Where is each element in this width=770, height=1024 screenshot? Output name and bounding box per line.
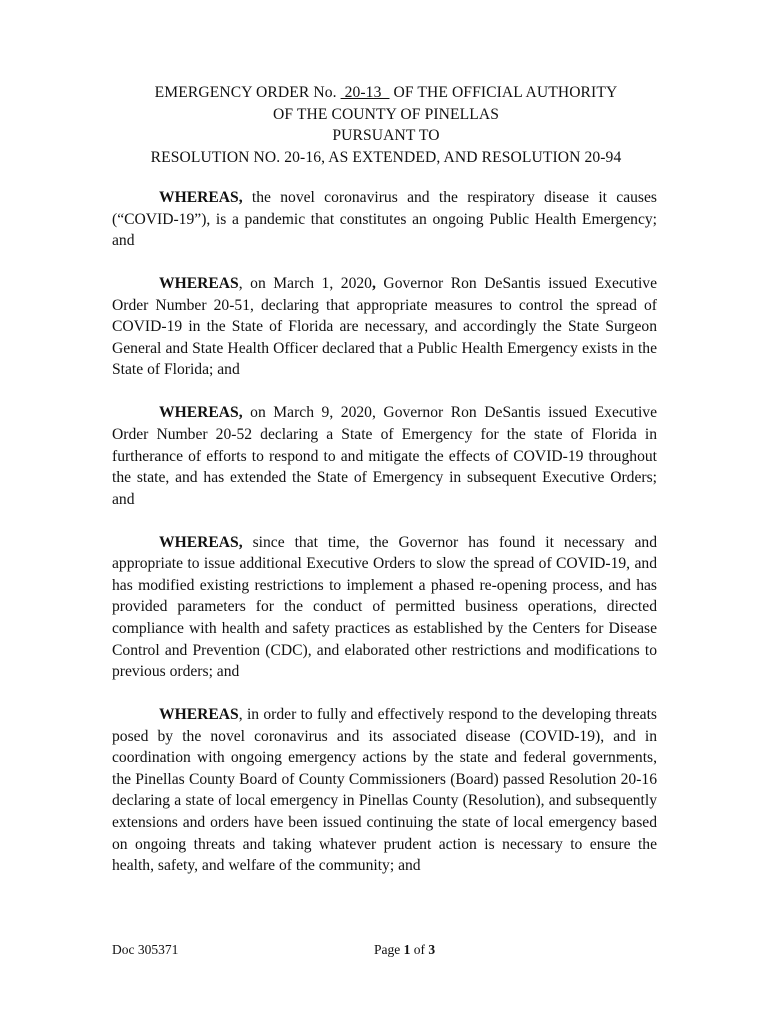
order-number: 20-13 — [340, 84, 390, 101]
page-footer — [112, 942, 657, 962]
order-heading — [112, 82, 660, 168]
document-id: Doc 305371 — [112, 942, 179, 957]
whereas-paragraph-2 — [112, 273, 657, 381]
heading-line-1-suffix: OF THE OFFICIAL AUTHORITY — [389, 84, 618, 101]
whereas-lead: WHEREAS, — [159, 533, 243, 551]
paragraph-text: , in order to fully and effectively respond to the developing threats posed by the novel coronavirus and its associated disease (COVID-19), and in coordination with ongoing emergency actions by the state and federal governments, the Pinellas County Board of County Commissioners (Board) passed Resolution 20-16 declaring a state of local emergency in Pinellas County (Resolution), and subsequently extensions and orders have been issued continuing the state of local emergency based on ongoing threats and taking whatever prudent action is necessary to ensure the health, safety, and welfare of the community; and — [112, 706, 657, 875]
order-body — [112, 187, 657, 898]
whereas-lead: WHEREAS — [159, 706, 239, 724]
paragraph-text: the novel coronavirus and the respiratory disease it causes (“COVID-19”), is a pandemic that constitutes an ongoing Public Health Emergency; and — [112, 189, 657, 250]
whereas-paragraph-1 — [112, 187, 657, 252]
page-label: Page — [374, 942, 404, 957]
page-current: 1 — [403, 942, 411, 957]
page-number — [374, 942, 435, 958]
heading-line-3: PURSUANT TO — [332, 127, 440, 144]
whereas-lead: WHEREAS — [159, 275, 239, 293]
whereas-lead: WHEREAS, — [159, 189, 243, 206]
heading-line-1-prefix: EMERGENCY ORDER No. — [154, 84, 341, 101]
heading-line-4: RESOLUTION NO. 20-16, AS EXTENDED, AND RESOLUTION 20-94 — [150, 148, 622, 166]
page-of: of — [410, 942, 429, 957]
whereas-paragraph-3 — [112, 402, 657, 510]
paragraph-text: , on March 1, 2020 — [238, 275, 372, 293]
whereas-paragraph-4 — [112, 532, 657, 683]
bold-comma: , — [371, 275, 376, 293]
heading-line-1 — [112, 82, 660, 104]
paragraph-text: since that time, the Governor has found it necessary and appropriate to issue additional Executive Orders to slow the spread of COVID-19, and has modified existing restrictions to implement a phased re-opening process, and has provided parameters for the conduct of permitted business operations, directed compliance with health and safety practices as established by the Centers for Disease Control and Prevention (CDC), and elaborated other restrictions and modifications to previous orders; and — [112, 533, 657, 681]
heading-line-2: OF THE COUNTY OF PINELLAS — [272, 105, 500, 123]
paragraph-text: on March 9, 2020, Governor Ron DeSantis issued Executive Order Number 20-52 declaring a State of Emergency for the state of Florida in furtherance of efforts to respond to and mitigate the effects of COVID-19 throughout the state, and has extended the State of Emergency in subsequent Executive Orders; and — [112, 404, 657, 508]
whereas-lead: WHEREAS, — [159, 404, 243, 422]
whereas-paragraph-5 — [112, 704, 657, 877]
page-total: 3 — [428, 942, 436, 957]
paragraph-text: Governor Ron DeSantis issued Executive Order Number 20-51, declaring that appropriate measures to control the spread of COVID-19 in the State of Florida are necessary, and accordingly the State Surgeon General and State Health Officer declared that a Public Health Emergency exists in the State of Florida; and — [112, 275, 657, 379]
